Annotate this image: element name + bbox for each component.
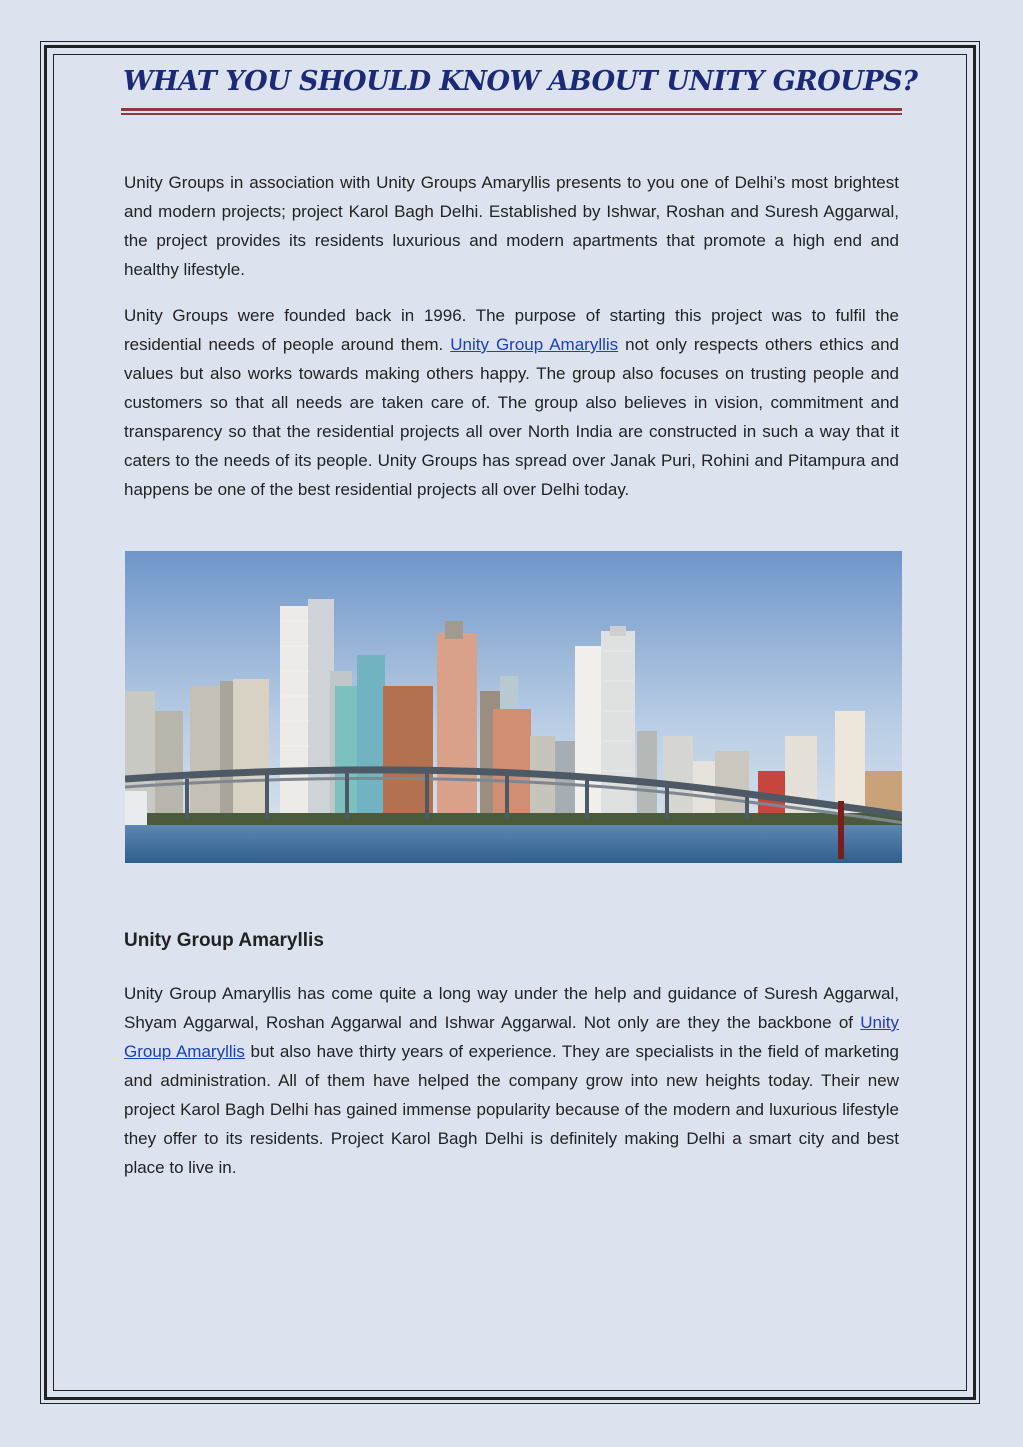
title-underline	[121, 108, 902, 111]
leadership-text-start: Unity Group Amaryllis has come quite a long way under the help and guidance of Suresh Aggarwal, Shyam Aggarwal, Roshan Aggarwal and Ishwar Aggarwal. Not only are they the backbone of	[124, 984, 899, 1032]
leadership-paragraph	[124, 979, 899, 1182]
history-text-end: not only respects others ethics and values but also works towards making others happy. The group also focuses on trusting people and customers so that all needs are taken care of. The group also believes in vision, commitment and transparency so that the residential projects all over North India are constructed in such a way that it caters to the needs of its people. Unity Groups has spread over Janak Puri, Rohini and Pitampura and happens be one of the best residential projects all over Delhi today.	[124, 335, 899, 499]
intro-paragraph-block	[124, 168, 899, 284]
city-skyline-photo	[125, 551, 902, 863]
leadership-paragraph-block	[124, 979, 899, 1182]
unity-group-amaryllis-link[interactable]: Unity Group Amaryllis	[450, 335, 619, 354]
history-paragraph-block	[124, 301, 899, 504]
intro-paragraph: Unity Groups in association with Unity Groups Amaryllis presents to you one of Delhi’s most brightest and modern projects; project Karol Bagh Delhi. Established by Ishwar, Roshan and Suresh Aggarwal, the project provides its residents luxurious and modern apartments that promote a high end and healthy lifestyle.	[124, 173, 899, 279]
unity-group-amaryllis-link-2[interactable]: Unity Group Amaryllis	[124, 1013, 899, 1061]
leadership-text-end: but also have thirty years of experience. They are specialists in the field of marketing and administration. All of them have helped the company grow into new heights today. Their new project Karol Bagh Delhi has gained immense popularity because of the modern and luxurious lifestyle they offer to its residents. Project Karol Bagh Delhi is definitely making Delhi a smart city and best place to live in.	[124, 1042, 899, 1177]
section-heading: Unity Group Amaryllis	[124, 930, 324, 951]
history-text-start: Unity Groups were founded back in 1996. The purpose of starting this project was to fulfil the residential needs of people around them.	[124, 306, 899, 354]
history-paragraph	[124, 301, 899, 504]
title-underline-secondary	[121, 113, 902, 115]
page-title: WHAT YOU SHOULD KNOW ABOUT UNITY GROUPS?	[123, 66, 918, 97]
section-heading-block	[124, 930, 899, 952]
